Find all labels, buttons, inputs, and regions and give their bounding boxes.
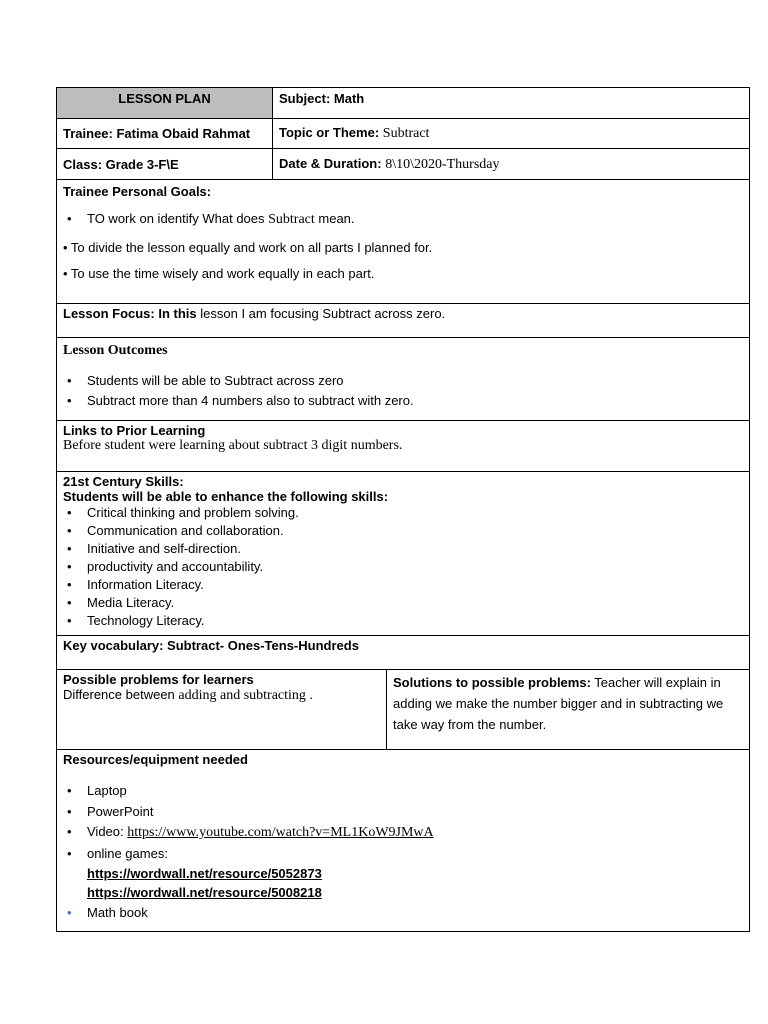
trainee-label: Trainee: bbox=[63, 126, 113, 141]
resource-book: • Math book bbox=[63, 903, 743, 923]
goals-list bbox=[63, 211, 743, 228]
resources-list bbox=[63, 781, 743, 864]
video-label: Video: bbox=[87, 824, 128, 839]
resource-video bbox=[63, 822, 743, 844]
resources-cell bbox=[57, 750, 749, 931]
topic-label: Topic or Theme: bbox=[279, 125, 380, 140]
focus-cell bbox=[57, 304, 749, 337]
outcomes-heading: Lesson Outcomes bbox=[63, 343, 168, 358]
lesson-plan-title: LESSON PLAN bbox=[57, 88, 273, 118]
prior-heading: Links to Prior Learning bbox=[63, 423, 206, 438]
problems-cell bbox=[57, 670, 387, 749]
game-link-2[interactable]: https://wordwall.net/resource/5008218 bbox=[87, 885, 322, 900]
prior-text: Before student were learning about subtract 3 digit numbers. bbox=[63, 438, 403, 453]
goals-cell bbox=[57, 180, 749, 303]
goal-item-2: • To divide the lesson equally and work on all parts I planned for. bbox=[63, 240, 433, 255]
resources-list-2 bbox=[63, 903, 743, 923]
class-cell bbox=[57, 149, 273, 179]
trainee-cell bbox=[57, 119, 273, 148]
problems-row bbox=[57, 670, 749, 750]
solutions-label: Solutions to possible problems: bbox=[393, 675, 591, 690]
skills-cell bbox=[57, 472, 749, 635]
resources-heading: Resources/equipment needed bbox=[63, 752, 248, 767]
topic-cell bbox=[273, 122, 749, 145]
goal-item-1 bbox=[63, 211, 743, 228]
problems-text-a: Difference between bbox=[63, 687, 179, 702]
game-link-1[interactable]: https://wordwall.net/resource/5052873 bbox=[87, 866, 322, 881]
solutions-cell bbox=[387, 670, 749, 749]
goal-item-1-suffix: mean. bbox=[314, 211, 355, 226]
problems-text-b: adding and subtracting . bbox=[178, 688, 313, 703]
problems-text bbox=[63, 687, 380, 704]
skill-item: • Communication and collaboration. bbox=[63, 522, 743, 540]
focus-label: Lesson Focus: bbox=[63, 306, 155, 321]
skills-row bbox=[57, 472, 749, 636]
date-label: Date & Duration: bbox=[279, 155, 382, 171]
trainee-value: Fatima Obaid Rahmat bbox=[116, 126, 251, 141]
skills-heading: 21st Century Skills: bbox=[63, 474, 184, 489]
header-row-3 bbox=[57, 149, 749, 180]
focus-row bbox=[57, 304, 749, 338]
goals-heading: Trainee Personal Goals: bbox=[63, 184, 212, 199]
resource-powerpoint: • PowerPoint bbox=[63, 802, 743, 823]
outcomes-list bbox=[63, 371, 743, 411]
problems-heading: Possible problems for learners bbox=[63, 672, 254, 687]
skill-item: • Critical thinking and problem solving. bbox=[63, 504, 743, 522]
skill-item: • Initiative and self-direction. bbox=[63, 540, 743, 558]
header-row-2 bbox=[57, 119, 749, 149]
skill-item: • Technology Literacy. bbox=[63, 612, 743, 630]
date-cell bbox=[273, 153, 749, 176]
outcome-item: • Subtract more than 4 numbers also to subtract with zero. bbox=[63, 391, 743, 411]
skill-item: • productivity and accountability. bbox=[63, 558, 743, 576]
vocab-text: Key vocabulary: Subtract- Ones-Tens-Hundreds bbox=[63, 638, 359, 653]
goal-item-1-subject: Subtract bbox=[268, 212, 315, 227]
header-row-1 bbox=[57, 88, 749, 119]
class-value: Grade 3-F\E bbox=[105, 156, 179, 172]
goal-item-1-prefix: TO work on identify What does bbox=[87, 211, 269, 226]
outcomes-row bbox=[57, 338, 749, 421]
subject-cell bbox=[273, 88, 749, 118]
resource-games bbox=[63, 844, 743, 865]
games-label: online games: bbox=[87, 845, 168, 861]
focus-text: lesson I am focusing Subtract across zero. bbox=[196, 306, 446, 321]
prior-row bbox=[57, 421, 749, 472]
subject-label: Subject: bbox=[279, 91, 331, 106]
goals-row bbox=[57, 180, 749, 304]
outcomes-cell bbox=[57, 338, 749, 420]
topic-value: Subtract bbox=[382, 126, 430, 141]
video-link[interactable]: https://www.youtube.com/watch?v=ML1KoW9JMwA bbox=[127, 825, 434, 840]
skill-item: • Information Literacy. bbox=[63, 576, 743, 594]
outcome-item: • Students will be able to Subtract across zero bbox=[63, 371, 743, 391]
skills-list bbox=[63, 504, 743, 630]
goal-item-3: • To use the time wisely and work equally in each part. bbox=[63, 266, 375, 281]
subject-value: Math bbox=[333, 91, 365, 106]
prior-cell bbox=[57, 421, 749, 471]
date-value: 8\10\2020-Thursday bbox=[385, 156, 500, 172]
resources-row bbox=[57, 750, 749, 931]
game-links bbox=[63, 864, 743, 902]
resource-laptop: • Laptop bbox=[63, 781, 743, 802]
solutions-text: Teacher will explain in adding we make the number bigger and in subtracting we take way from the number. bbox=[393, 675, 724, 732]
lesson-plan-table bbox=[56, 87, 750, 932]
class-label: Class: bbox=[63, 156, 103, 172]
skill-item: • Media Literacy. bbox=[63, 594, 743, 612]
vocab-row bbox=[57, 636, 749, 670]
focus-bold-part: In this bbox=[154, 306, 197, 321]
skills-intro: Students will be able to enhance the following skills: bbox=[63, 489, 389, 504]
